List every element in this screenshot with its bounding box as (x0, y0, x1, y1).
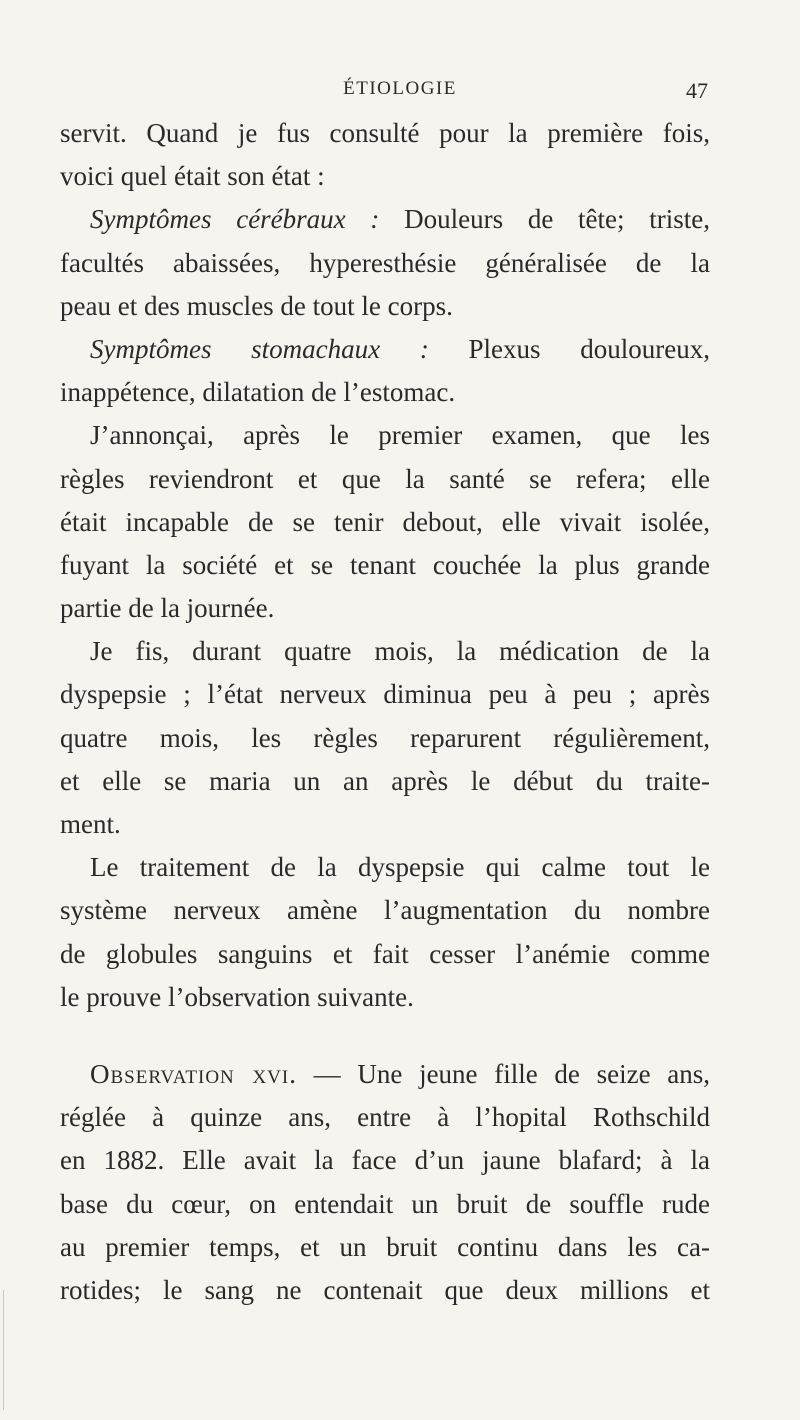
text-line: au premier temps, et un bruit continu dans les ca- (60, 1231, 710, 1262)
text-span: Douleurs de tête; triste, (379, 204, 710, 235)
text-line: le prouve l’observation suivante. (60, 981, 414, 1012)
subheading-cerebral-symptoms: Symptômes cérébraux : (90, 204, 380, 235)
subheading-stomach-symptoms: Symptômes stomachaux : (90, 333, 429, 364)
text-line: Le traitement de la dyspepsie qui calme tout le (90, 852, 710, 883)
text-span: — Une jeune fille de seize ans, (296, 1058, 710, 1089)
text-line: de globules sanguins et fait cesser l’anémie comme (60, 938, 710, 969)
text-line: partie de la journée. (60, 593, 275, 624)
text-line: règles reviendront et que la santé se refera; elle (60, 463, 710, 494)
text-line: servit. Quand je fus consulté pour la première fois, (60, 118, 710, 148)
page-edge-line (3, 1290, 4, 1410)
text-span: Plexus douloureux, (428, 333, 710, 364)
body-text (60, 112, 710, 1312)
text-line: dyspepsie ; l’état nerveux diminua peu à peu ; après (60, 679, 710, 710)
observation-heading: Observation xvi. (90, 1058, 297, 1089)
text-line: inappétence, dilatation de l’estomac. (60, 377, 456, 408)
text-line: base du cœur, on entendait un bruit de souffle rude (60, 1188, 710, 1219)
running-header (0, 78, 800, 102)
text-line: rotides; le sang ne contenait que deux millions et (60, 1274, 710, 1305)
text-line: peau et des muscles de tout le corps. (60, 290, 453, 321)
text-line (60, 1053, 710, 1096)
page-number: 47 (686, 78, 708, 103)
text-line: et elle se maria un an après le début du traite- (60, 765, 710, 796)
text-line: était incapable de se tenir debout, elle vivait isolée, (60, 506, 710, 537)
text-line (60, 198, 710, 241)
text-line (60, 328, 710, 371)
text-line: facultés abaissées, hyperesthésie généralisée de la (60, 247, 710, 278)
text-line: réglée à quinze ans, entre à l’hopital Rothschild (60, 1102, 710, 1133)
text-line: fuyant la société et se tenant couchée la plus grande (60, 549, 710, 580)
text-line: J’annonçai, après le premier examen, que les (90, 420, 710, 451)
text-line: système nerveux amène l’augmentation du nombre (60, 895, 710, 926)
text-line: voici quel était son état : (60, 161, 325, 192)
text-line: quatre mois, les règles reparurent régulièrement, (60, 722, 710, 753)
text-line: en 1882. Elle avait la face d’un jaune blafard; à la (60, 1145, 710, 1176)
header-title: ÉTIOLOGIE (343, 78, 457, 99)
text-line: Je fis, durant quatre mois, la médication de la (90, 636, 710, 667)
text-line: ment. (60, 809, 121, 839)
